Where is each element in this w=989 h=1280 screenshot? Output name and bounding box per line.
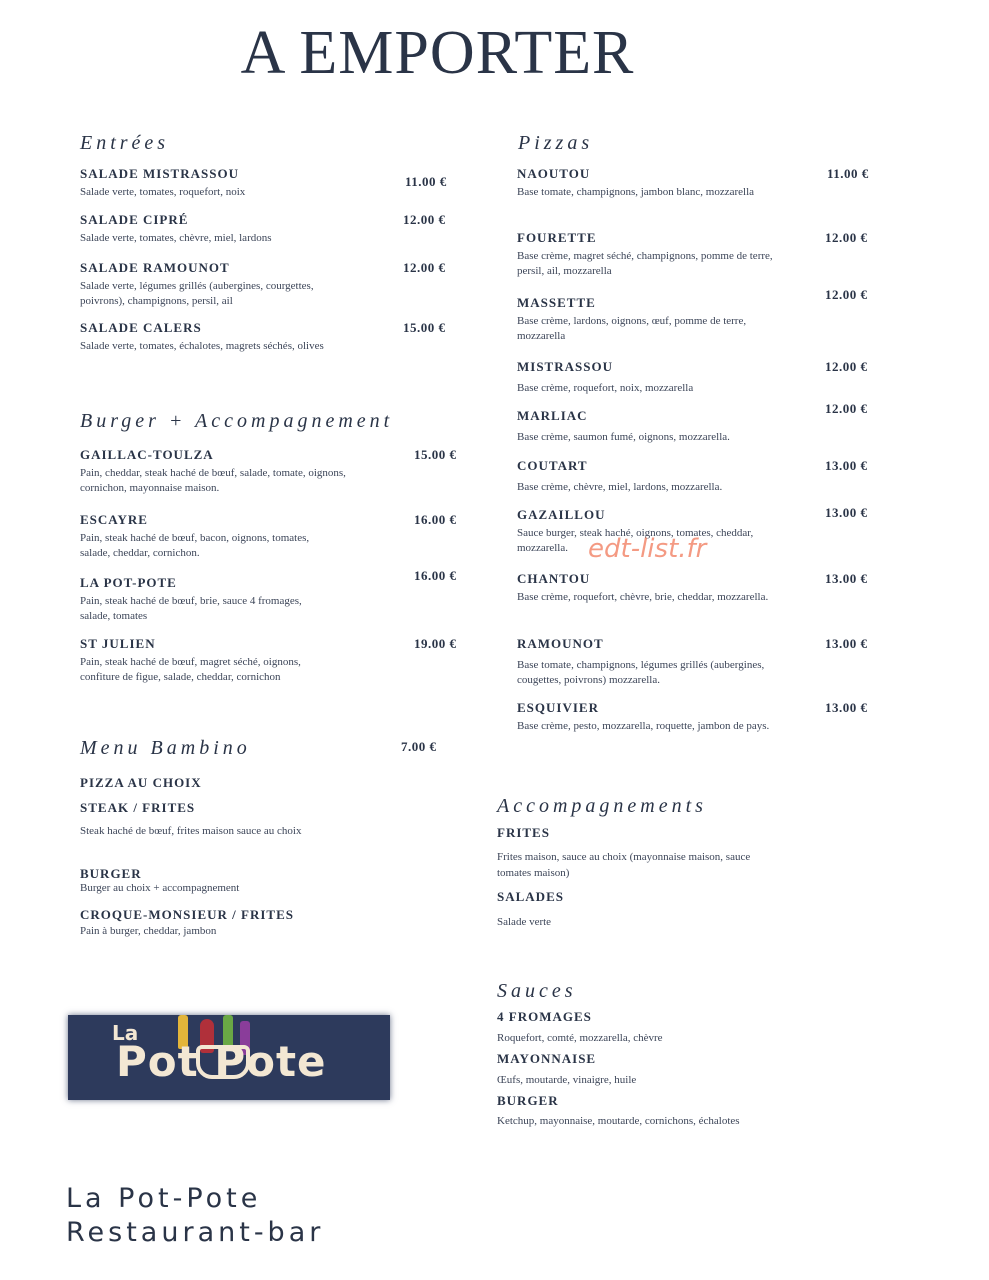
item-name: CHANTOU xyxy=(517,571,591,586)
bambino-item-description: Steak haché de bœuf, frites maison sauce au choix xyxy=(80,825,302,837)
item-price: 11.00 € xyxy=(827,166,869,181)
item-price: 16.00 € xyxy=(414,512,457,527)
menu-item xyxy=(80,260,345,309)
watermark: edt-list.fr xyxy=(588,534,707,564)
item-name: GAZAILLOU xyxy=(517,507,606,522)
item-name: COUTART xyxy=(517,458,588,473)
sauce-item-name: 4 FROMAGES xyxy=(497,1009,592,1024)
item-description: Pain, cheddar, steak haché de bœuf, salade, tomate, oignons, cornichon, mayonnaise maison. xyxy=(80,467,346,494)
menu-item xyxy=(80,636,325,685)
footer-restaurant-type: Restaurant-bar xyxy=(66,1217,325,1248)
item-description: Base crème, saumon fumé, oignons, mozzarella. xyxy=(517,431,730,443)
item-price: 13.00 € xyxy=(825,458,868,473)
menu-item xyxy=(517,636,777,688)
menu-item xyxy=(517,359,792,396)
item-name: SALADE CIPRÉ xyxy=(80,212,189,227)
pot-icon xyxy=(196,1045,250,1079)
menu-item xyxy=(80,447,350,496)
section-title-bambino: Menu Bambino xyxy=(80,737,251,759)
item-price: 12.00 € xyxy=(825,359,868,374)
item-description: Pain, steak haché de bœuf, magret séché, oignons, confiture de figue, salade, cheddar, cornichon xyxy=(80,656,301,683)
sauce-item-name: BURGER xyxy=(497,1093,559,1108)
bambino-item-name: BURGER xyxy=(80,866,142,881)
bambino-item-name: STEAK / FRITES xyxy=(80,800,196,815)
bambino-item-name: CROQUE-MONSIEUR / FRITES xyxy=(80,907,294,922)
item-price: 13.00 € xyxy=(825,700,868,715)
item-name: LA POT-POTE xyxy=(80,575,177,590)
side-item-description: Frites maison, sauce au choix (mayonnaise maison, sauce tomates maison) xyxy=(497,851,751,879)
menu-item xyxy=(517,230,792,279)
footer-restaurant-name: La Pot-Pote xyxy=(66,1183,262,1214)
menu-item xyxy=(517,458,792,495)
sauce-item-description: Œufs, moutarde, vinaigre, huile xyxy=(497,1074,637,1086)
menu-item xyxy=(517,166,762,200)
item-price: 13.00 € xyxy=(825,636,868,651)
item-description: Base crème, magret séché, champignons, pomme de terre, persil, ail, mozzarella xyxy=(517,250,773,277)
section-title-burgers: Burger + Accompagnement xyxy=(80,410,394,432)
item-name: MISTRASSOU xyxy=(517,359,613,374)
item-name: NAOUTOU xyxy=(517,166,591,181)
item-description: Base crème, lardons, oignons, œuf, pomme de terre, mozzarella xyxy=(517,315,747,342)
item-price: 15.00 € xyxy=(414,447,457,462)
menu-item xyxy=(517,571,772,605)
item-price: 12.00 € xyxy=(825,230,868,245)
side-item-description: Salade verte xyxy=(497,916,552,928)
side-item-name: SALADES xyxy=(497,889,564,904)
item-description: Base tomate, champignons, légumes grillés (aubergines, cougettes, poivrons) mozzarella. xyxy=(517,659,765,686)
item-name: FOURETTE xyxy=(517,230,597,245)
item-description: Base crème, roquefort, noix, mozzarella xyxy=(517,382,694,394)
sauce-item-name: MAYONNAISE xyxy=(497,1051,597,1066)
item-name: ST JULIEN xyxy=(80,636,156,651)
sauce-item-description: Roquefort, comté, mozzarella, chèvre xyxy=(497,1032,663,1044)
section-title-pizzas: Pizzas xyxy=(518,132,594,154)
menu-item xyxy=(80,320,340,354)
item-description: Pain, steak haché de bœuf, bacon, oignons, tomates, salade, cheddar, cornichon. xyxy=(80,532,310,559)
item-name: SALADE RAMOUNOT xyxy=(80,260,230,275)
menu-item xyxy=(80,166,370,200)
item-price: 16.00 € xyxy=(414,568,457,583)
menu-item xyxy=(517,700,787,734)
logo-text: La xyxy=(112,1021,139,1045)
restaurant-logo xyxy=(68,1015,390,1100)
item-price: 12.00 € xyxy=(825,287,868,302)
item-description: Base crème, chèvre, miel, lardons, mozzarella. xyxy=(517,481,723,493)
item-name: RAMOUNOT xyxy=(517,636,604,651)
item-price: 13.00 € xyxy=(825,505,868,520)
item-description: Sauce burger, steak haché, oignons, tomates, cheddar, mozzarella. xyxy=(517,527,754,554)
item-price: 15.00 € xyxy=(403,320,446,335)
item-price: 12.00 € xyxy=(403,260,446,275)
item-name: MASSETTE xyxy=(517,295,596,310)
item-description: Salade verte, tomates, échalotes, magrets séchés, olives xyxy=(80,340,324,352)
item-price: 13.00 € xyxy=(825,571,868,586)
bambino-item-description: Burger au choix + accompagnement xyxy=(80,882,240,894)
item-description: Salade verte, tomates, roquefort, noix xyxy=(80,186,246,198)
menu-item xyxy=(80,575,310,624)
menu-item xyxy=(80,212,370,246)
menu-item xyxy=(517,295,777,344)
side-item-name: FRITES xyxy=(497,825,550,840)
section-title-accompagnements: Accompagnements xyxy=(497,795,707,817)
item-name: ESQUIVIER xyxy=(517,700,599,715)
item-price: 12.00 € xyxy=(825,401,868,416)
section-title-entrees: Entrées xyxy=(80,132,170,154)
item-description: Base tomate, champignons, jambon blanc, mozzarella xyxy=(517,186,755,198)
section-title-sauces: Sauces xyxy=(497,980,577,1002)
bambino-price: 7.00 € xyxy=(401,739,437,754)
sauce-item-description: Ketchup, mayonnaise, moutarde, cornichons, échalotes xyxy=(497,1115,740,1127)
item-name: ESCAYRE xyxy=(80,512,148,527)
item-description: Base crème, pesto, mozzarella, roquette, jambon de pays. xyxy=(517,720,770,732)
item-description: Base crème, roquefort, chèvre, brie, cheddar, mozzarella. xyxy=(517,591,769,603)
item-description: Pain, steak haché de bœuf, brie, sauce 4 fromages, salade, tomates xyxy=(80,595,302,622)
bambino-item-name: PIZZA AU CHOIX xyxy=(80,775,202,790)
bambino-item-description: Pain à burger, cheddar, jambon xyxy=(80,925,217,937)
item-description: Salade verte, tomates, chèvre, miel, lardons xyxy=(80,232,272,244)
page-title: A EMPORTER xyxy=(240,19,635,87)
logo-text: Pot Pote xyxy=(116,1037,327,1086)
item-description: Salade verte, légumes grillés (aubergines, courgettes, poivrons), champignons, persil, ail xyxy=(80,280,314,307)
item-price: 19.00 € xyxy=(414,636,457,651)
item-name: SALADE MISTRASSOU xyxy=(80,166,239,181)
item-price: 11.00 € xyxy=(405,174,447,189)
menu-item xyxy=(80,512,325,561)
menu-item xyxy=(517,408,792,445)
item-price: 12.00 € xyxy=(403,212,446,227)
item-name: MARLIAC xyxy=(517,408,588,423)
item-name: SALADE CALERS xyxy=(80,320,202,335)
item-name: GAILLAC-TOULZA xyxy=(80,447,214,462)
